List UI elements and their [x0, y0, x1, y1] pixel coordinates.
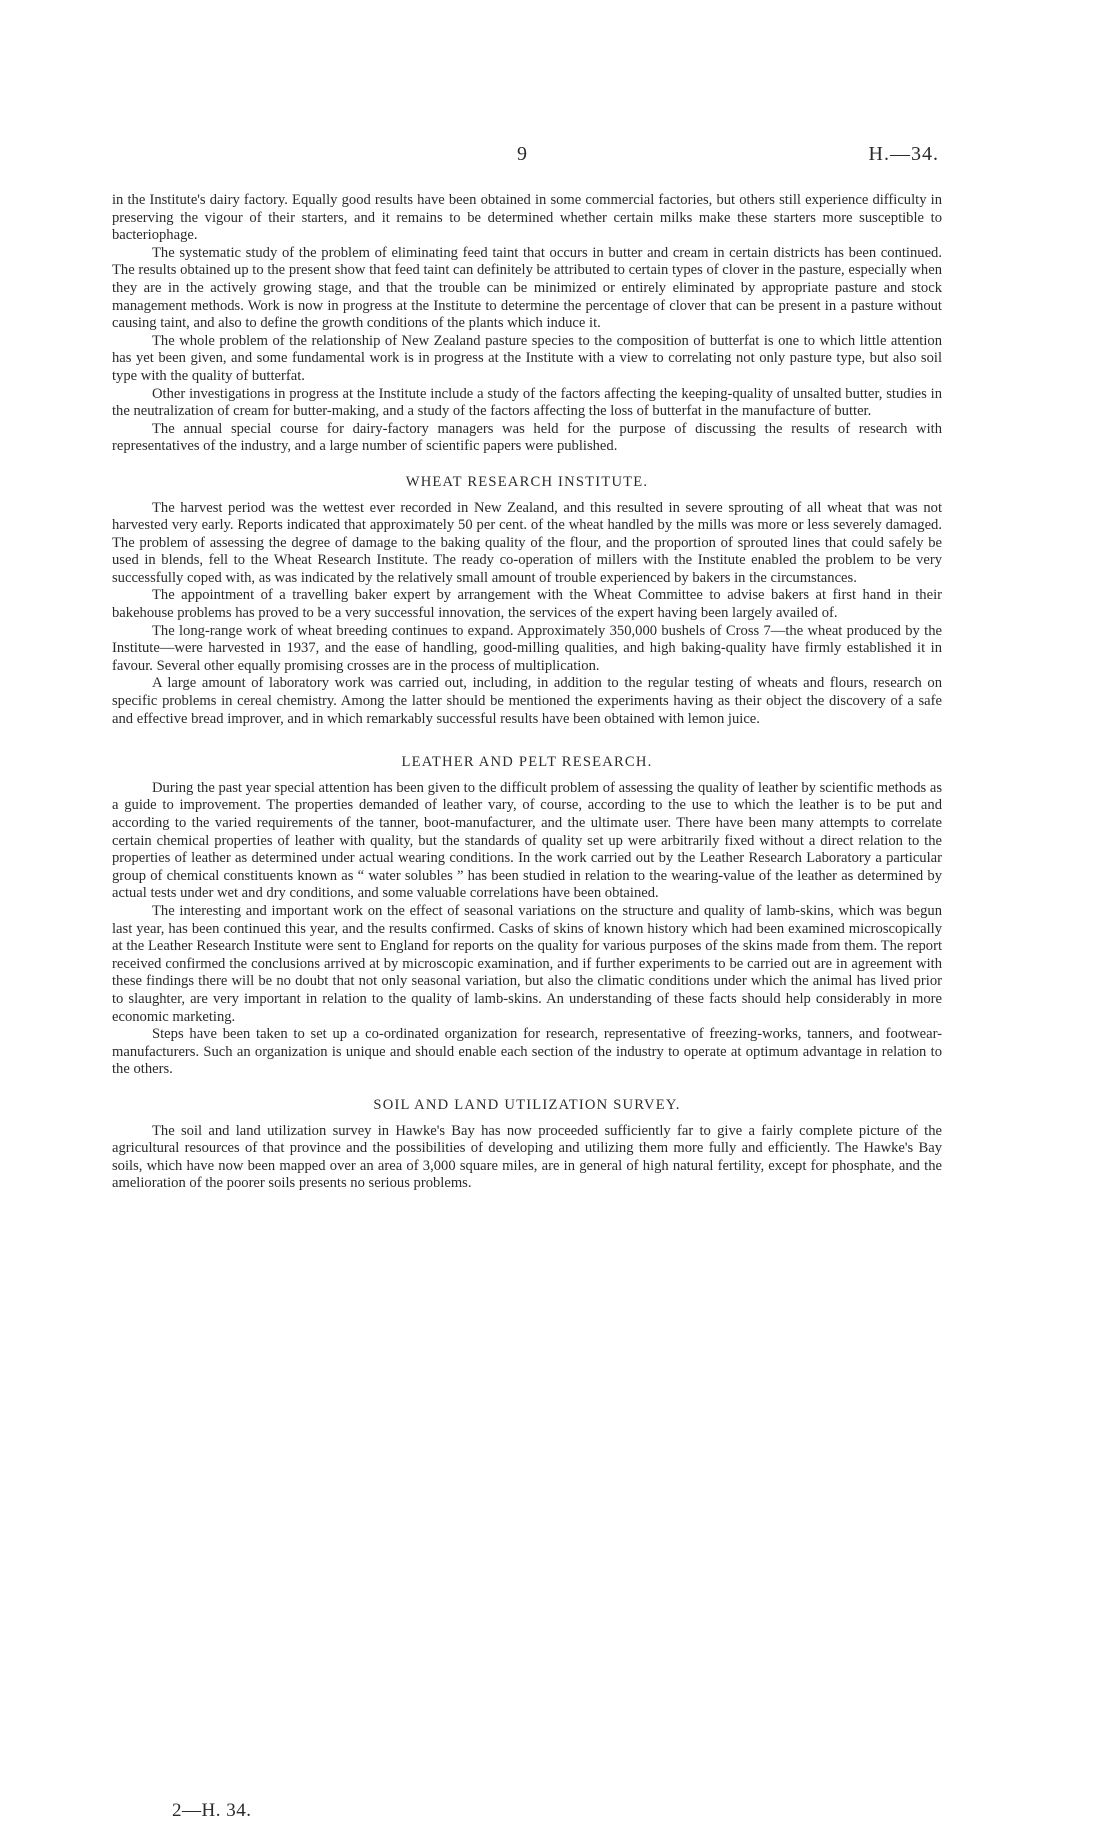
- page-header: [0, 143, 1114, 173]
- section-heading-soil: SOIL AND LAND UTILIZATION SURVEY.: [373, 1096, 681, 1113]
- paragraph: The soil and land utilization survey in Hawke's Bay has now proceeded sufficiently far to give a fairly complete picture of the agricultural resources of that province and the possibilities of developing and utilizing them more fully and efficiently. The Hawke's Bay soils, which have now been mapped over an area of 3,000 square miles, are in general of high natural fertility, except for phosphate, and the amelioration of the poorer soils presents no serious problems.: [112, 1122, 942, 1192]
- paragraph: The long-range work of wheat breeding continues to expand. Approximately 350,000 bushels of Cross 7—the wheat produced by the Institute—were harvested in 1937, and the ease of handling, good-milling qualities, and high baking-quality have firmly established it in favour. Several other equally promising crosses are in the process of multiplication.: [112, 622, 942, 674]
- signature-mark: 2—H. 34.: [172, 1800, 252, 1821]
- paragraph: A large amount of laboratory work was carried out, including, in addition to the regular testing of wheats and flours, research on specific problems in cereal chemistry. Among the latter should be mentioned the experiments having as their object the discovery of a safe and effective bread improver, and in which remarkably successful results have been obtained with lemon juice.: [112, 675, 942, 727]
- paragraph: The interesting and important work on the effect of seasonal variations on the structure and quality of lamb-skins, which was begun last year, has been continued this year, and the results confirmed. Casks of skins of known history which had been examined microscopically at the Leather Research Institute were sent to England for reports on the quality for various purposes of the skins made from them. The report received confirmed the conclusions arrived at by microscopic examination, and if further experiments to be carried out are in agreement with these findings there will be no doubt that not only seasonal variation, but also the climatic conditions under which the animal has lived prior to slaughter, are very important in relation to the quality of lamb-skins. An understanding of these facts should help considerably in more economic marketing.: [112, 902, 942, 1025]
- section-heading-wheat: WHEAT RESEARCH INSTITUTE.: [405, 473, 649, 490]
- paragraph: The appointment of a travelling baker expert by arrangement with the Wheat Committee to advise bakers at first hand in their bakehouse problems has proved to be a very successful innovation, the services of the expert having been largely availed of.: [112, 587, 942, 622]
- paragraph: The systematic study of the problem of eliminating feed taint that occurs in butter and cream in certain districts has been continued. The results obtained up to the present show that feed taint can definitely be attributed to certain types of clover in the pasture, especially when they are in the actively growing stage, and that the trouble can be minimized or entirely eliminated by appropriate pasture and stock management methods. Work is now in progress at the Institute to determine the percentage of clover that can be present in a pasture without causing taint, and also to define the growth conditions of the plants which induce it.: [112, 244, 942, 332]
- section-heading-leather: LEATHER AND PELT RESEARCH.: [401, 754, 653, 771]
- body-text: [112, 192, 942, 1193]
- paragraph: The harvest period was the wettest ever recorded in New Zealand, and this resulted in severe sprouting of all wheat that was not harvested very early. Reports indicated that approximately 50 per cent. of the wheat handled by the mills was more or less severely damaged. The problem of assessing the degree of damage to the baking quality of the flour, and the proportion of sprouted lines that could safely be used in blends, fell to the Wheat Research Institute. The ready co-operation of millers with the Institute enabled the problem to be very successfully coped with, as was indicated by the relatively small amount of trouble experienced by bakers in the circumstances.: [112, 499, 942, 586]
- paragraph: Other investigations in progress at the Institute include a study of the factors affecting the keeping-quality of unsalted butter, studies in the neutralization of cream for butter-making, and a study of the factors affecting the loss of butterfat in the manufacture of butter.: [112, 385, 942, 420]
- page-number: 9: [517, 143, 527, 165]
- paragraph: The whole problem of the relationship of New Zealand pasture species to the composition of butterfat is one to which little attention has yet been given, and some fundamental work is in progress at the Institute with a view to correlating not only pasture type, but also soil type with the quality of butterfat.: [112, 332, 942, 384]
- paragraph: The annual special course for dairy-factory managers was held for the purpose of discussing the results of research with representatives of the industry, and a large number of scientific papers were published.: [112, 420, 942, 455]
- paragraph: During the past year special attention has been given to the difficult problem of assessing the quality of leather by scientific methods as a guide to improvement. The properties demanded of leather vary, of course, according to the use to which the leather is to be put and according to the varied requirements of the tanner, boot-manufacturer, and the ultimate user. There have been many attempts to correlate certain chemical properties of leather with quality, but the standards of quality set up were arbitrarily fixed without a direct relation to the properties of leather as determined under actual wearing conditions. In the work carried out by the Leather Research Laboratory a particular group of chemical constituents known as “ water solubles ” has been studied in relation to the wearing-value of the leather as determined by actual tests under wet and dry conditions, and some valuable correlations have been obtained.: [112, 779, 943, 902]
- paragraph: Steps have been taken to set up a co-ordinated organization for research, representative of freezing-works, tanners, and footwear-manufacturers. Such an organization is unique and should enable each section of the industry to operate at optimum advantage in relation to the others.: [112, 1026, 942, 1078]
- paragraph: in the Institute's dairy factory. Equally good results have been obtained in some commercial factories, but others still experience difficulty in preserving the vigour of their starters, and it remains to be determined whether certain milks make these starters more susceptible to bacteriophage.: [112, 192, 942, 244]
- document-reference: H.—34.: [868, 143, 939, 165]
